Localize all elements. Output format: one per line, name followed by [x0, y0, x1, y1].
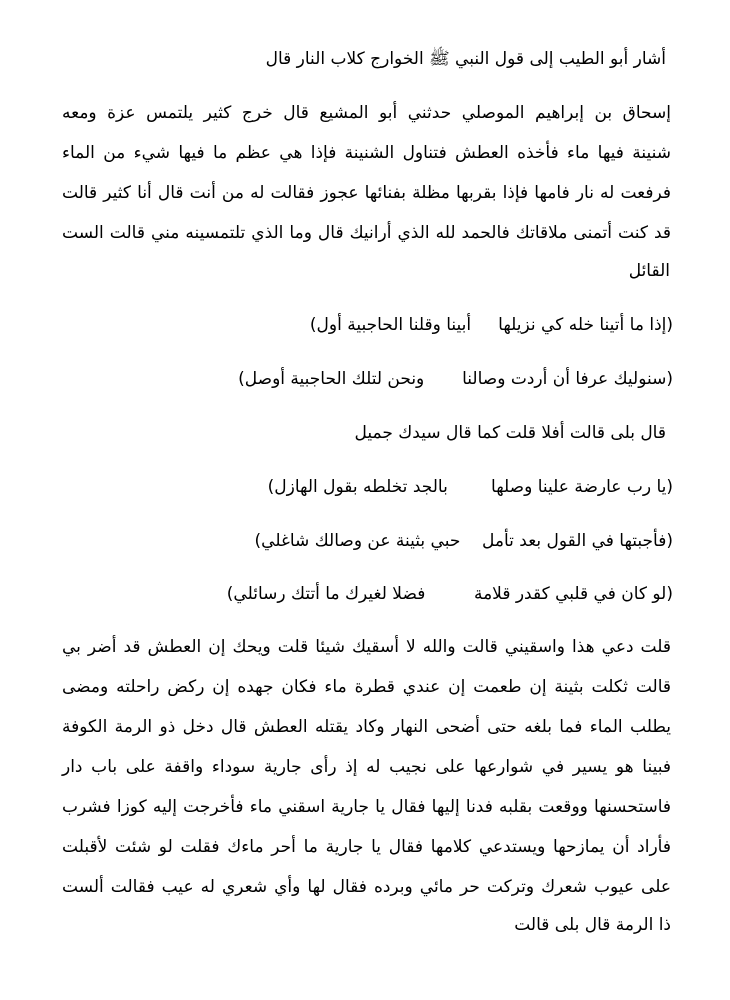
paragraph-2-line-3: يطلب الماء فما بلغه حتى أضحى النهار وكاد يقتله العطش قال دخل ذو الرمة الكوفة: [62, 717, 671, 737]
paragraph-1-line-2: شنينة فيها ماء فأخذه العطش فتناول الشنينة فإذا هي عظم ما فيها شيء من الماء: [62, 143, 671, 163]
paragraph-2-line-4: فبينا هو يسير في شوارعها على نجيب له إذ رأى جارية سوداء واقفة على باب دار: [62, 757, 671, 777]
paragraph-2-line-8: ذا الرمة قال بلى قالت: [514, 915, 671, 935]
verse-1: (إذا ما أتينا خله كي نزيلها أبينا وقلنا الحاجبية أول): [309, 315, 673, 335]
paragraph-1-line-3: فرفعت له نار فامها فإذا بقربها مظلة بفنائها عجوز فقالت له من أنت قال أنا كثير قالت: [62, 183, 671, 203]
verse-4: (فأجبتها في القول بعد تأمل حبي بثينة عن وصالك شاغلي): [254, 531, 673, 551]
paragraph-1-line-1: إسحاق بن إبراهيم الموصلي حدثني أبو المشيع قال خرج كثير يلتمس عزة ومعه: [62, 103, 671, 123]
paragraph-2-line-2: قالت ثكلت بثينة إن طعمت إن عندي قطرة ماء فكان جهده إن ركض راحلته ومضى: [62, 677, 671, 697]
paragraph-1-line-4: قد كنت أتمنى ملاقاتك فالحمد لله الذي أرانيك قال وما الذي تلتمسينه مني قالت الست: [62, 223, 671, 243]
paragraph-2-line-5: فاستحسنها ووقعت بقلبه فدنا إليها فقال يا جارية اسقني ماء فأخرجت إليه كوزا فشرب: [62, 797, 671, 817]
paragraph-2-line-1: قلت دعي هذا واسقيني قالت والله لا أسقيك شيئا قلت ويحك إن العطش قد أضر بي: [62, 637, 671, 657]
verse-2: (سنوليك عرفا أن أردت وصالنا ونحن لتلك الحاجبية أوصل): [238, 369, 673, 389]
paragraph-1-line-5: القائل: [628, 261, 670, 281]
narrative-line: قال بلى قالت أفلا قلت كما قال سيدك جميل: [354, 423, 666, 443]
verse-5: (لو كان في قلبي كقدر قلامة فضلا لغيرك ما أتتك رسائلي): [226, 584, 673, 604]
verse-3: (يا رب عارضة علينا وصلها بالجد تخلطه بقول الهازل): [267, 477, 673, 497]
paragraph-2-line-7: على عيوب شعرك وتركت حر مائي وبرده فقال لها وأي شعري له عيب فقالت ألست: [62, 877, 671, 897]
heading: أشار أبو الطيب إلى قول النبي ﷺ الخوارج كلاب النار قال: [265, 49, 666, 69]
paragraph-2-line-6: فأراد أن يمازحها ويستدعي كلامها فقال يا جارية ما أحر ماءك فقلت لو شئت لأقبلت: [62, 837, 671, 857]
